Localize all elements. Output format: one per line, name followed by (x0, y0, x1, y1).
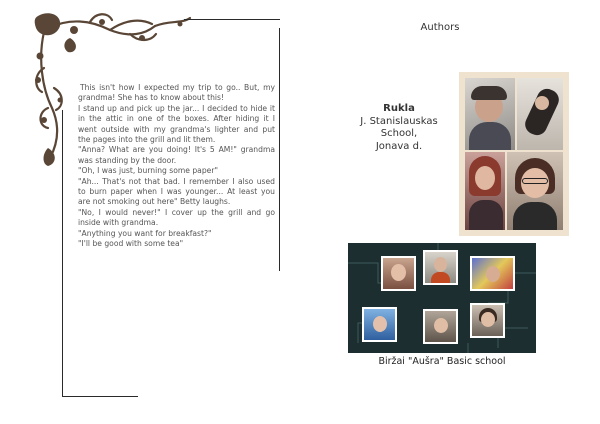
story-paragraph: "Ah... That's not that bad. I remember I also used to burn paper when I was younger... At least you are not smoking out here" Betty laughs. (78, 176, 275, 207)
author-group-birzai: Biržai "Aušra" Basic school (378, 356, 506, 367)
author-photo (470, 256, 515, 291)
author-photo (470, 303, 505, 338)
story-paragraph: "Oh, I was just, burning some paper" (78, 166, 218, 176)
story-paragraph: "Anything you want for breakfast?" (78, 228, 212, 238)
author-photo (507, 152, 563, 230)
story-text (78, 83, 275, 250)
author-photo-collage (348, 243, 536, 353)
author-photo (362, 307, 397, 342)
authors-heading: Authors (420, 22, 460, 33)
author-photo (423, 309, 458, 344)
top-border-line (184, 19, 280, 20)
author-group-rukla (343, 103, 455, 153)
author-photo-frame (459, 72, 569, 236)
story-paragraph: This isn't how I expected my trip to go.. But, my grandma! She has to know about this! (78, 83, 275, 103)
author-photo (517, 78, 563, 150)
author-photo (465, 78, 515, 150)
story-paragraph: "I'll be good with some tea" (78, 239, 184, 249)
author-school-line: School, (380, 128, 418, 139)
bottom-border-line (62, 396, 138, 397)
story-paragraph: "No, I would never!" I cover up the grill and go inside with grandma. (78, 207, 275, 228)
right-border-line (279, 28, 280, 271)
story-paragraph: I stand up and pick up the jar... I decided to hide it in the attic in one of the boxes. After hiding it I went outside with my grandma's lighter and put the pages into the grill and lit them. (78, 103, 275, 145)
author-photo (381, 256, 416, 291)
author-photo (465, 152, 505, 230)
author-group-name: Rukla (383, 103, 415, 114)
author-school-line: J. Stanislauskas (360, 115, 438, 127)
story-paragraph: "Anna? What are you doing! It's 5 AM!" grandma was standing by the door. (78, 145, 275, 165)
author-photo (423, 250, 458, 285)
left-border-line (62, 110, 63, 396)
author-district-line: Jonava d. (375, 140, 423, 152)
